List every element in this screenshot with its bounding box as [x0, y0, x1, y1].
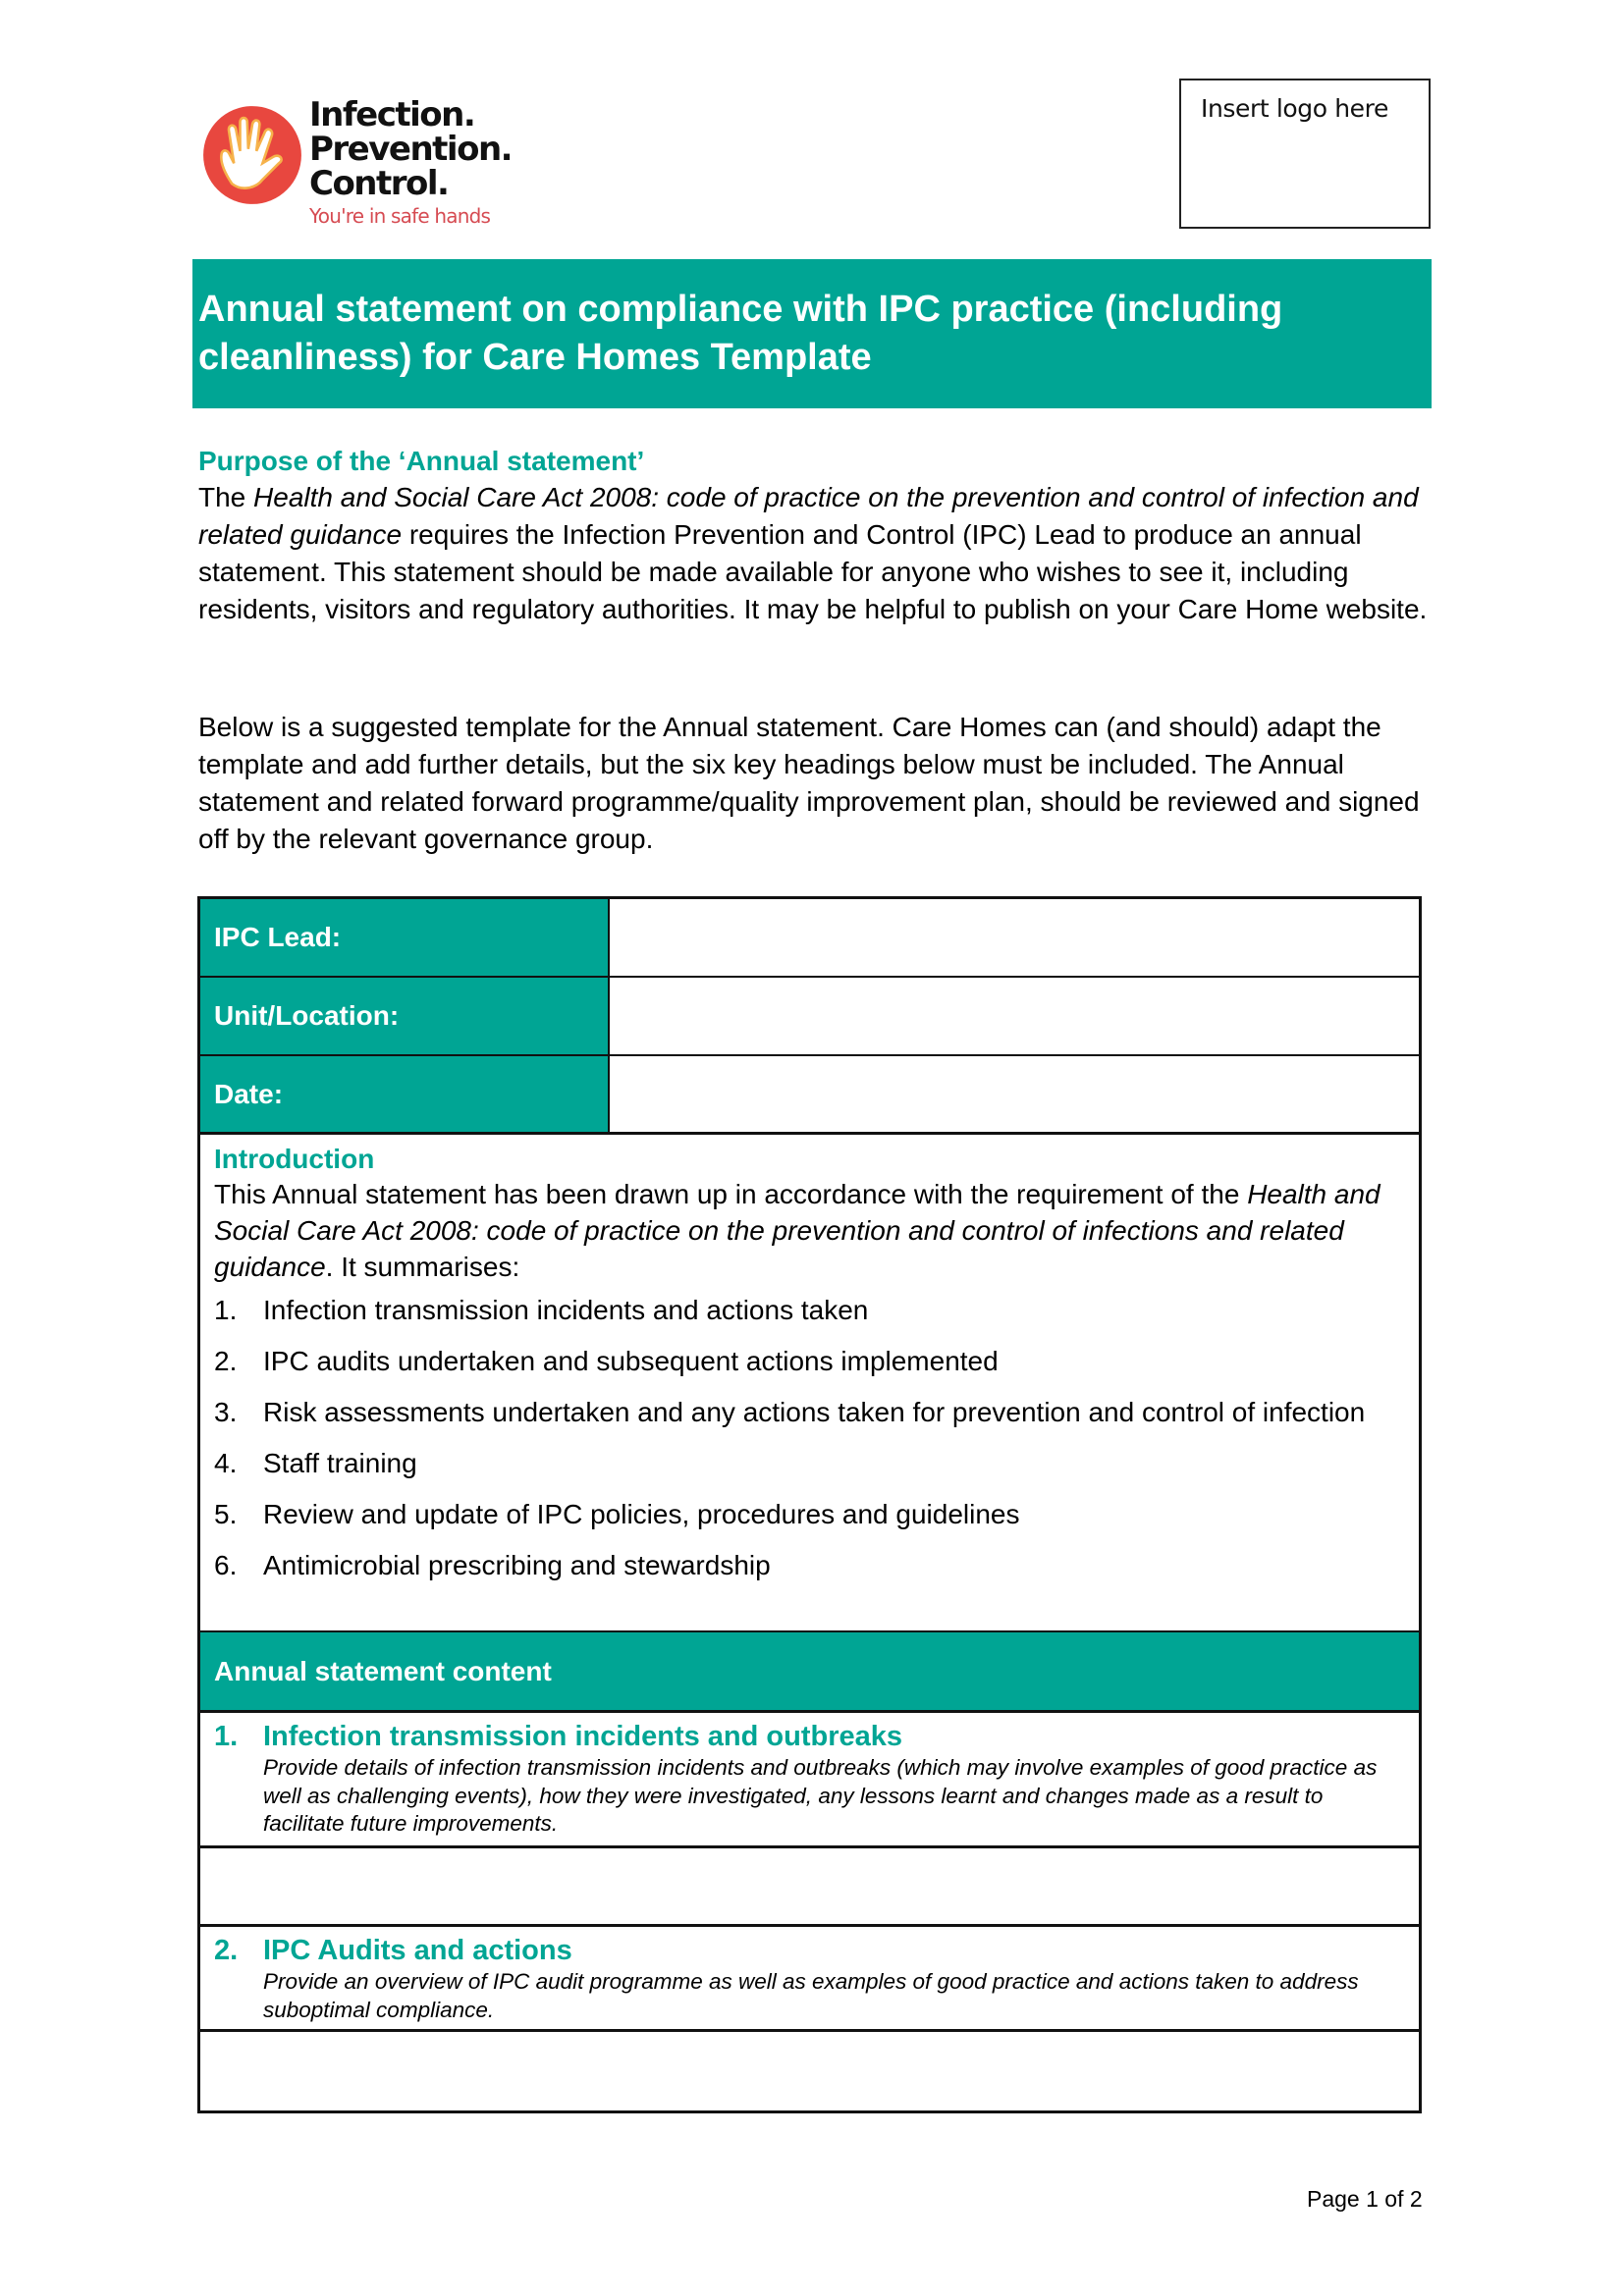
list-text: Antimicrobial prescribing and stewardship: [263, 1550, 771, 1580]
hand-logo-icon: [201, 104, 303, 206]
list-item: [214, 1548, 1405, 1582]
logo-placeholder-box: [1179, 79, 1431, 229]
section-title: [214, 1719, 1405, 1754]
date-input[interactable]: [610, 1056, 1419, 1132]
section-infection-incidents: [200, 1713, 1419, 1848]
list-number: 6.: [214, 1550, 238, 1580]
list-item: [214, 1293, 1405, 1327]
field-row-ipc-lead: [200, 899, 1419, 978]
purpose-text-prefix: The: [198, 482, 254, 512]
purpose-text-rest: requires the Infection Prevention and Control (IPC) Lead to produce an annual statement. This statement should be made available for anyone who wishes to see it, including residents, visitors and regulatory authorities. It may be helpful to publish on your Care Home website.: [198, 519, 1428, 624]
section-number: 1.: [214, 1721, 239, 1752]
document-title: Annual statement on compliance with IPC practice (including cleanliness) for Care Homes Template: [198, 289, 1283, 378]
field-row-unit-location: [200, 978, 1419, 1056]
section-description: Provide an overview of IPC audit programme as well as examples of good practice and actions taken to address suboptimal compliance.: [263, 1969, 1359, 2022]
template-guidance-section: [198, 709, 1445, 858]
list-text: Risk assessments undertaken and any actions taken for prevention and control of infection: [263, 1397, 1366, 1427]
list-item: [214, 1395, 1405, 1429]
intro-act-italic: Health and Social Care Act 2008: code of practice on the prevention and control of infections and related guidance: [214, 1179, 1380, 1282]
list-item: [214, 1344, 1405, 1378]
section-2-response-field[interactable]: [200, 2032, 1419, 2110]
list-item: [214, 1497, 1405, 1531]
intro-text-prefix: This Annual statement has been drawn up in accordance with the requirement of the: [214, 1179, 1248, 1209]
logo-word-control: Control.: [309, 164, 449, 203]
summary-list: [214, 1293, 1405, 1582]
ipc-lead-label: IPC Lead:: [200, 899, 610, 976]
logo-tagline: You're in safe hands: [309, 204, 491, 228]
logo-word-prevention: Prevention.: [309, 130, 513, 169]
template-guidance-paragraph: Below is a suggested template for the Annual statement. Care Homes can (and should) adapt the template and add further details, but the six key headings below must be included. The Annual statement and related forward programme/quality improvement plan, should be reviewed and signed off by the relevant governance group.: [198, 712, 1420, 854]
intro-text-suffix: . It summarises:: [325, 1252, 520, 1282]
act-title-italic: Health and Social Care Act 2008: code of practice on the prevention and control of infection and related guidance: [198, 482, 1419, 550]
list-number: 4.: [214, 1448, 238, 1478]
section-description: Provide details of infection transmission incidents and outbreaks (which may involve examples of good practice as well as challenging events), how they were investigated, any lessons learnt and changes made as a result to facilitate future improvements.: [263, 1755, 1378, 1836]
introduction-cell: [200, 1135, 1419, 1632]
list-number: 5.: [214, 1499, 238, 1529]
ipc-logo: [201, 95, 525, 236]
date-label: Date:: [200, 1056, 610, 1132]
field-row-date: [200, 1056, 1419, 1135]
section-number: 2.: [214, 1935, 239, 1966]
introduction-paragraph: [214, 1176, 1405, 1285]
list-number: 3.: [214, 1397, 238, 1427]
unit-location-label: Unit/Location:: [200, 978, 610, 1054]
list-item: [214, 1446, 1405, 1480]
ipc-lead-input[interactable]: [610, 899, 1419, 976]
title-banner: [192, 259, 1432, 408]
section-title: [214, 1933, 1405, 1968]
list-number: 1.: [214, 1295, 238, 1325]
content-section-header: Annual statement content: [200, 1632, 1419, 1713]
list-text: Infection transmission incidents and actions taken: [263, 1295, 869, 1325]
page-number: Page 1 of 2: [1307, 2186, 1423, 2212]
list-text: Review and update of IPC policies, procedures and guidelines: [263, 1499, 1020, 1529]
purpose-section: [198, 444, 1445, 628]
logo-placeholder-label: Insert logo here: [1201, 94, 1388, 123]
section-1-response-field[interactable]: [200, 1848, 1419, 1927]
list-text: IPC audits undertaken and subsequent actions implemented: [263, 1346, 999, 1376]
section-title-text: IPC Audits and actions: [263, 1935, 572, 1966]
purpose-heading: Purpose of the ‘Annual statement’: [198, 446, 645, 476]
introduction-heading: Introduction: [214, 1144, 375, 1174]
list-number: 2.: [214, 1346, 238, 1376]
list-text: Staff training: [263, 1448, 417, 1478]
unit-location-input[interactable]: [610, 978, 1419, 1054]
section-title-text: Infection transmission incidents and outbreaks: [263, 1721, 903, 1752]
section-ipc-audits: [200, 1927, 1419, 2032]
statement-form-table: [197, 896, 1422, 2113]
logo-word-infection: Infection.: [309, 95, 475, 134]
purpose-paragraph: [198, 479, 1445, 628]
